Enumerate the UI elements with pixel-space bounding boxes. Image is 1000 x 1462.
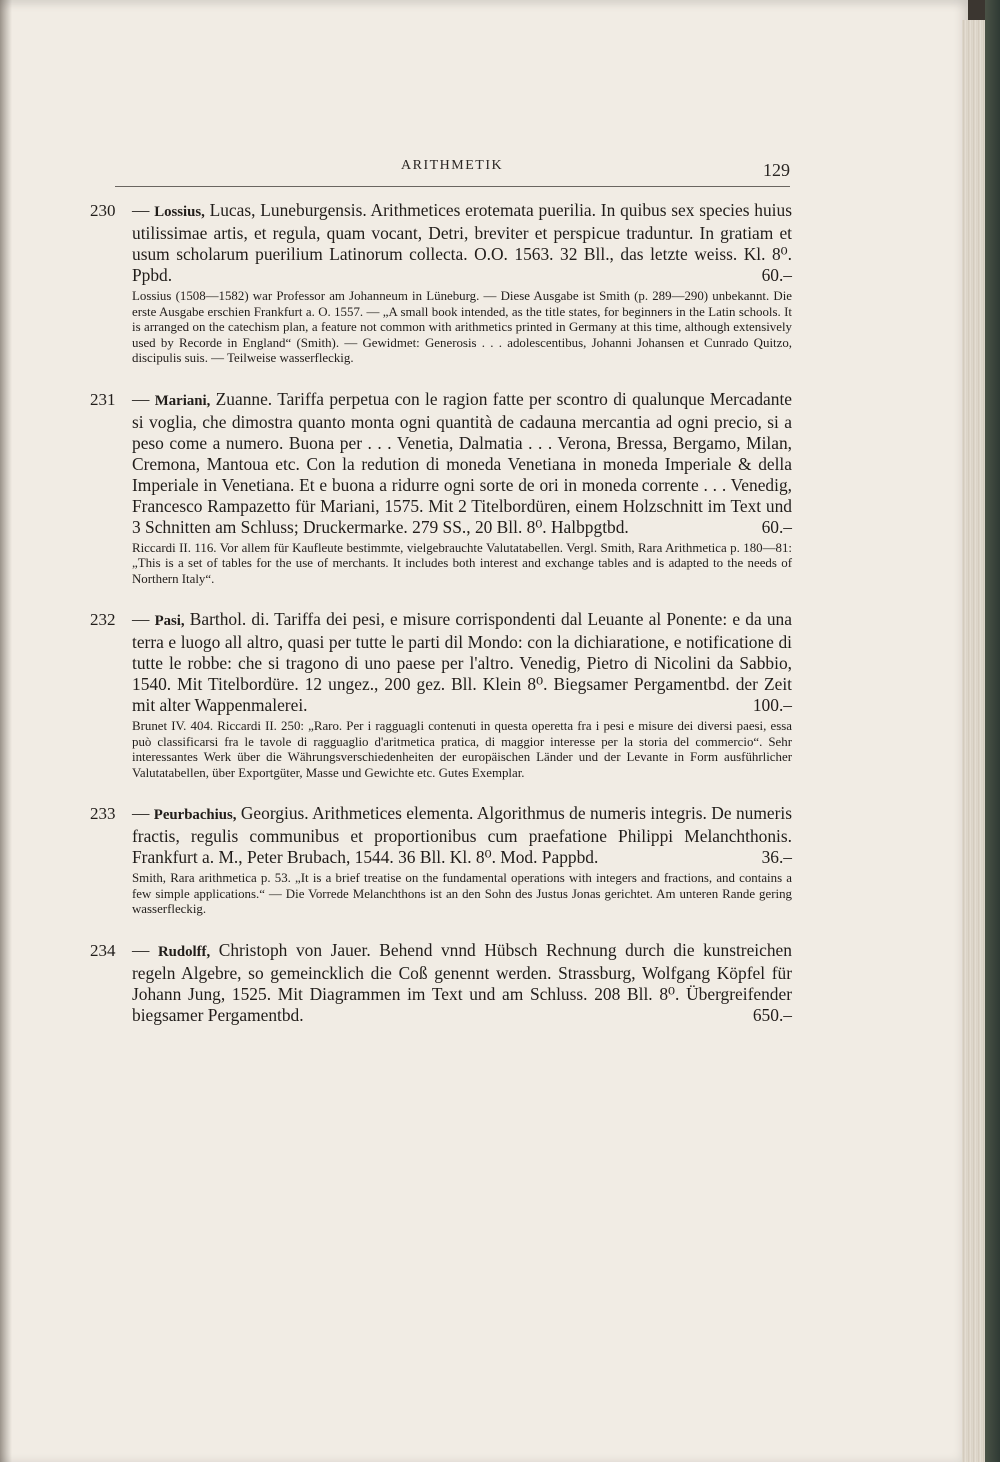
catalog-entry [90, 389, 792, 588]
catalog-entry [90, 803, 792, 918]
catalog-entry [90, 609, 792, 781]
entry-description: Barthol. di. Tariffa dei pesi, e misure corrispondenti dal Leuante al Ponente: e da una terra e luogo all altro, quasi per tutte le parti dil Mondo: con la dichiaratione, e notificatione di tutte le robbe: che si tragono di uno paese per l'altro. Venedig, Pietro di Nicolini da Sabbio, 1540. Mit Titelbordüre. 12 ungez., 200 gez. Bll. Klein 8⁰. Biegsamer Pergamentbd. der Zeit mit alter Wappenmalerei. [132, 609, 792, 715]
page-header [115, 158, 790, 187]
gutter-shadow [0, 0, 12, 1462]
entry-description: Georgius. Arithmetices elementa. Algorithmus de numeris integris. De numeris fractis, regulis communibus et proportionibus cum praefatione Philippi Melanchthonis. Frankfurt a. M., Peter Brubach, 1544. 36 Bll. Kl. 8⁰. Mod. Pappbd. [132, 803, 792, 867]
entry-main-text [90, 609, 792, 716]
entry-number: 231 [90, 389, 116, 409]
entry-description: Christoph von Jauer. Behend vnnd Hübsch Rechnung durch die kunstreichen regeln Algebre, so gemeincklich die Coß genennt werden. Strassburg, Wolfgang Köpfel für Johann Jung, 1525. Mit Diagrammen im Text und am Schluss. 208 Bll. 8⁰. Übergreifender biegsamer Pergamentbd. [132, 939, 792, 1025]
entry-dash: — [132, 803, 154, 823]
entry-note: Smith, Rara arithmetica p. 53. „It is a brief treatise on the fundamental operations with integers and fractions, and contains a few simple applications.“ — Die Vorrede Melanchthons ist an den Sohn des Justus Jonas gerichtet. Am unteren Rande gering wasserfleckig. [132, 871, 792, 916]
entry-price: 650.– [752, 1004, 792, 1025]
entry-number: 234 [90, 940, 116, 960]
entry-note: Riccardi II. 116. Vor allem für Kaufleute bestimmte, vielgebrauchte Valutatabellen. Vergl. Smith, Rara Arithmetica p. 180—81: „This is a set of tables for the use of merchants. It includes both interest and exchange tables and is adapted to the needs of Northern Italy“. [132, 540, 792, 586]
entry-main-text [90, 803, 792, 868]
entry-author: Rudolff, [157, 943, 211, 960]
entry-dash: — [132, 388, 155, 409]
catalog-entry [90, 200, 792, 367]
entry-description: Lucas, Luneburgensis. Arithmetices erotemata puerilia. In quibus sex species huius utilissimae artis, et regula, quam vocant, Detri, breviter et perspicue traduntur. In gratiam et usum scholarum puerilium Latinorum collecta. O.O. 1563. 32 Bll., das letzte weiss. Kl. 8⁰. Ppbd. [132, 200, 792, 285]
entry-dash: — [132, 200, 155, 220]
entry-author: Lossius, [154, 204, 205, 220]
catalog-entry [90, 940, 792, 1026]
entry-price: 100.– [752, 695, 792, 715]
entry-number: 230 [90, 201, 116, 220]
entry-dash: — [132, 609, 155, 629]
entry-dash: — [132, 939, 158, 960]
entry-note: Lossius (1508—1582) war Professor am Johanneum in Lüneburg. — Diese Ausgabe ist Smith (p. 289—290) unbekannt. Die erste Ausgabe erschien Frankfurt a. O. 1557. — „A small book intended, as the title states, for beginners in the Latin schools. It is arranged on the catechism plan, a feature not common with arithmetics printed in Germany at this time, although extensively used by Recorde in England“ (Smith). — Gewidmet: Generosis . . . adolescentibus, Johanni Johansen et Cunrado Quitzo, discipulis suis. — Teilweise wasserfleckig. [132, 289, 792, 365]
entry-main-text [90, 200, 792, 286]
entry-author: Pasi, [154, 613, 185, 629]
entry-price: 36.– [761, 847, 792, 867]
running-title: ARITHMETIK [401, 158, 504, 173]
entry-description: Zuanne. Tariffa perpetua con le ragion fatte per scontro di qualunque Mercadante si voglia, che dimostra quanto monta ogni quantità de cadauna mercantia ad ogni precio, si a peso come a numero. Buona per . . . Venetia, Dalmatia . . . Verona, Bressa, Bergamo, Milan, Cremona, Mantoua etc. Con la redution di moneda Venetiana in moneda Imperiale & della Imperiale in Venetiana. Et e buona a ridurre ogni sorte de ori in moneda corrente . . . Venedig, Francesco Rampazetto für Mariani, 1575. Mit 2 Titelbordüren, einem Holzschnitt im Text und 3 Schnitten am Schluss; Druckermarke. 279 SS., 20 Bll. 8⁰. Halbpgtbd. [132, 388, 792, 537]
entry-number: 232 [90, 610, 116, 629]
book-cover-edge [985, 0, 1000, 1462]
entry-price: 60.– [761, 516, 792, 537]
entry-main-text [90, 940, 792, 1026]
entry-main-text [90, 389, 792, 538]
catalog-entries [90, 200, 792, 1048]
entry-number: 233 [90, 804, 116, 823]
page-number: 129 [763, 160, 790, 180]
entry-note: Brunet IV. 404. Riccardi II. 250: „Raro. Per i ragguagli contenuti in questa operetta fra i pesi e misure dei diversi paesi, essa può classificarsi fra le tavole di ragguaglio d'aritmetica pratica, di maggior interesse per la storia del commercio“. Sehr interessantes Werk über die Währungsverschiedenheiten der europäischen Länder und der Levante in Form ausführlicher Valutatabellen, über Exportgüter, Masse und Gewichte etc. Gutes Exemplar. [132, 719, 792, 780]
entry-author: Peurbachius, [153, 807, 237, 823]
entry-price: 60.– [761, 265, 792, 285]
entry-author: Mariani, [154, 392, 211, 409]
